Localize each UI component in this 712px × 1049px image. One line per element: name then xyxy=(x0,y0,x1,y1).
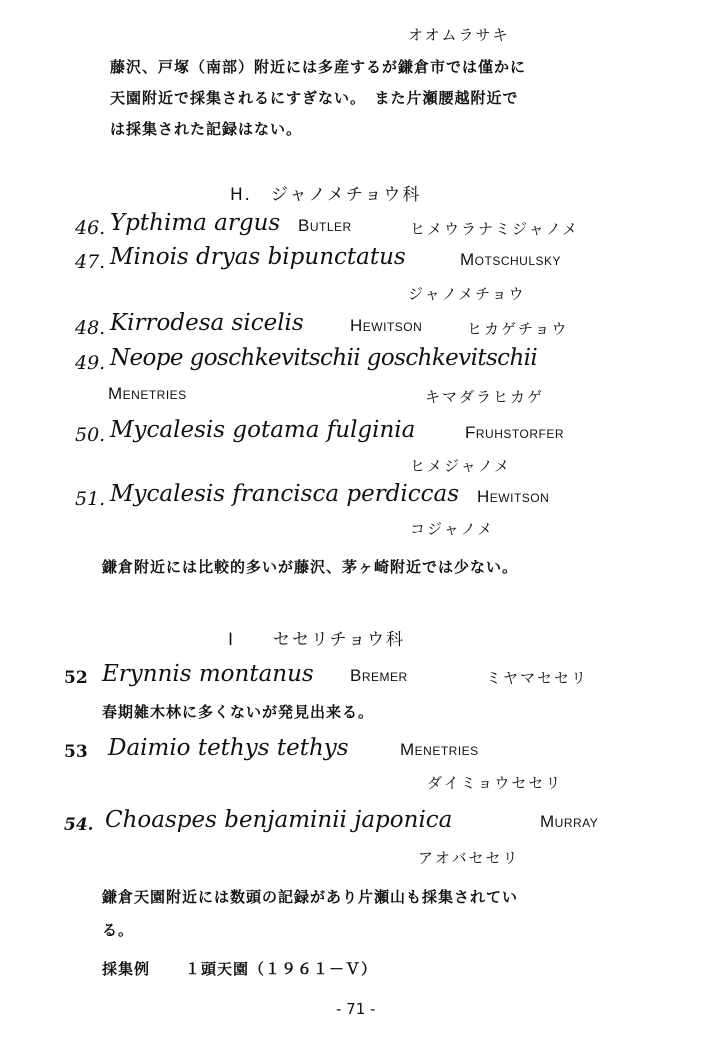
author-name: Fruhstorfer xyxy=(465,423,564,442)
record-label: 採集例 xyxy=(102,960,151,978)
japanese-name: キマダラヒカゲ xyxy=(425,388,545,406)
author-name: Hewitson xyxy=(350,316,423,335)
author-name: Butler xyxy=(298,216,352,235)
section-heading-h: H. ジャノメチョウ科 xyxy=(230,185,422,205)
author-name: Menetries xyxy=(108,384,187,403)
paragraph-line: る。 xyxy=(102,921,135,939)
japanese-name: アオバセセリ xyxy=(418,849,520,867)
entry-number: 49. xyxy=(75,352,106,374)
entry-number: 46. xyxy=(75,217,106,239)
paragraph-line: 鎌倉天園附近には数頭の記録があり片瀬山も採集されてい xyxy=(102,888,519,906)
scientific-name: Kirrodesa sicelis xyxy=(110,310,304,336)
japanese-name: ジャノメチョウ xyxy=(408,285,526,303)
paragraph-line: 藤沢、戸塚（南部）附近には多産するが鎌倉市では僅かに xyxy=(110,58,527,76)
author-name: Menetries xyxy=(400,740,479,759)
scientific-name: Daimio tethys tethys xyxy=(108,735,349,761)
entry-number: 48. xyxy=(75,317,106,339)
section-heading-i: I セセリチョウ科 xyxy=(228,630,406,650)
entry-number: 51. xyxy=(75,488,106,510)
author-name: Bremer xyxy=(350,666,408,685)
japanese-name: ダイミョウセセリ xyxy=(427,774,563,792)
author-name: Murray xyxy=(540,812,599,831)
record-value: １頭天園（１９６１－Ｖ） xyxy=(185,960,378,978)
japanese-name: ヒカゲチョウ xyxy=(467,320,569,338)
scientific-name: Minois dryas bipunctatus xyxy=(110,244,406,270)
scientific-name: Mycalesis francisca perdiccas xyxy=(110,481,460,507)
page-number: - 71 - xyxy=(336,1000,376,1018)
japanese-name: ミヤマセセリ xyxy=(486,669,589,687)
species-name-omurasaki: オオムラサキ xyxy=(408,26,510,44)
paragraph-line: 鎌倉附近には比較的多いが藤沢、茅ヶ崎附近では少ない。 xyxy=(102,558,519,576)
scientific-name: Ypthima argus xyxy=(110,210,281,236)
scientific-name: Choaspes benjaminii japonica xyxy=(105,807,453,833)
entry-number: 54. xyxy=(64,815,94,835)
paragraph-line: は採集された記録はない。 xyxy=(110,120,303,138)
note-line: 春期雑木林に多くないが発見出来る。 xyxy=(102,703,375,721)
author-name: Motschulsky xyxy=(460,250,562,269)
paragraph-line: 天園附近で採集されるにすぎない。 また片瀬腰越附近で xyxy=(110,89,519,107)
scientific-name: Erynnis montanus xyxy=(102,661,314,687)
japanese-name: ヒメジャノメ xyxy=(410,457,512,475)
entry-number: 52 xyxy=(64,668,88,688)
japanese-name: コジャノメ xyxy=(410,520,495,538)
japanese-name: ヒメウラナミジャノメ xyxy=(410,220,580,238)
entry-number: 50. xyxy=(75,424,106,446)
scientific-name: Neope goschkevitschii goschkevitschii xyxy=(110,345,538,371)
scientific-name: Mycalesis gotama fulginia xyxy=(110,417,416,443)
entry-number: 53 xyxy=(64,742,88,762)
entry-number: 47. xyxy=(75,251,106,273)
author-name: Hewitson xyxy=(477,487,550,506)
